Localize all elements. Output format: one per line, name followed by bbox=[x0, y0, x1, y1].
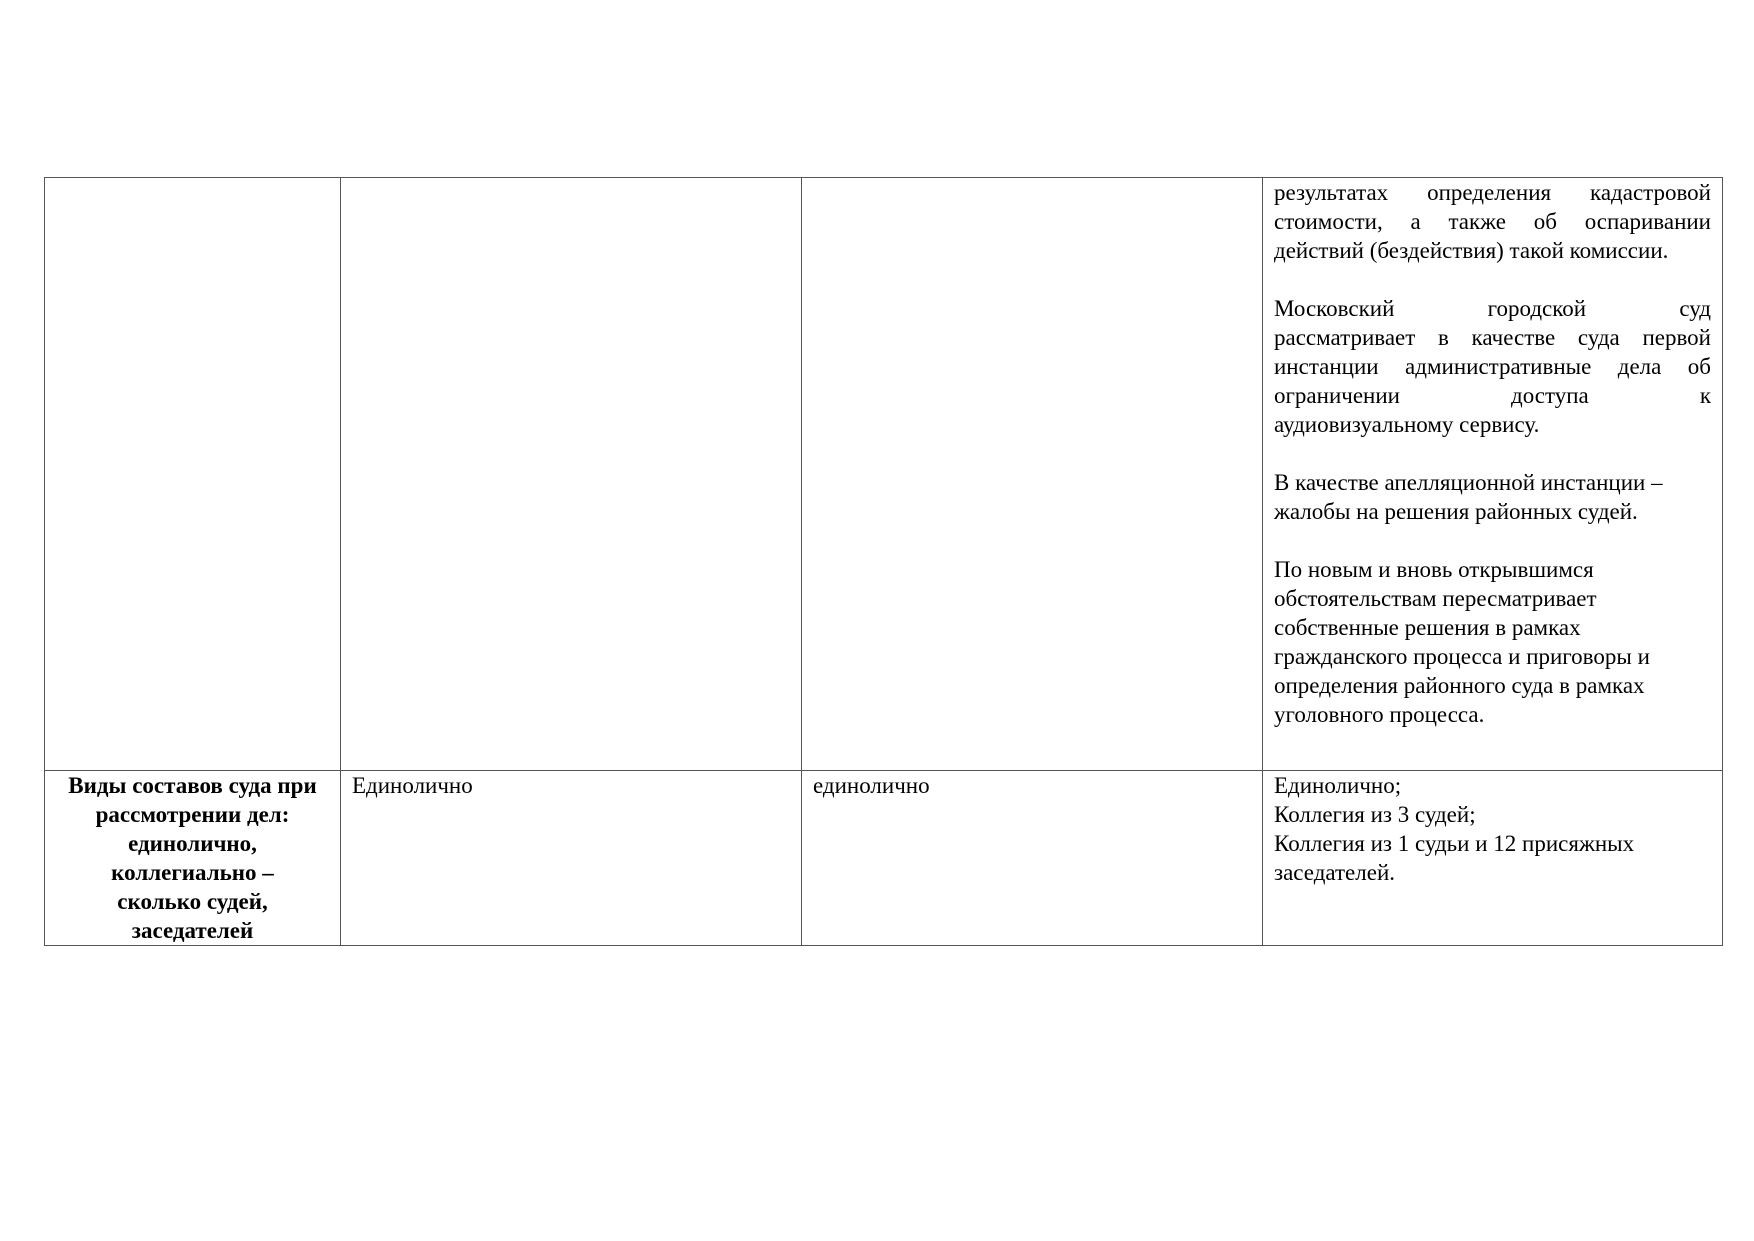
header-line: коллегиально – bbox=[111, 860, 274, 885]
header-line: заседателей bbox=[131, 918, 254, 943]
court-comparison-table bbox=[44, 177, 1723, 946]
paragraph-new-circumstances bbox=[1274, 555, 1711, 729]
text-line: стоимости, а также об оспаривании bbox=[1274, 209, 1711, 234]
text-line: По новым и вновь открывшимся bbox=[1274, 557, 1594, 582]
paragraph-moscow-city-court bbox=[1274, 294, 1711, 439]
paragraph-cadastral-value bbox=[1274, 178, 1711, 265]
text-line: ограничении доступа к bbox=[1274, 383, 1711, 408]
cell-text: Единолично bbox=[352, 773, 473, 798]
text-line: инстанции административные дела об bbox=[1274, 354, 1711, 379]
table-row-continued bbox=[45, 178, 1723, 771]
text-line: В качестве апелляционной инстанции – bbox=[1274, 470, 1663, 495]
text-line: определения районного суда в рамках bbox=[1274, 673, 1645, 698]
cell-text: единолично bbox=[813, 773, 930, 798]
cell-composition-col3 bbox=[802, 771, 1263, 946]
table-row-court-composition bbox=[45, 771, 1723, 946]
text-line: аудиовизуальному сервису. bbox=[1274, 412, 1540, 437]
text-line: действий (бездействия) такой комиссии. bbox=[1274, 238, 1669, 263]
text-line: уголовного процесса. bbox=[1274, 702, 1485, 727]
cell-row1-col4 bbox=[1263, 178, 1723, 771]
cell-text: Единолично; bbox=[1274, 773, 1402, 798]
header-line: единолично, bbox=[128, 831, 257, 856]
cell-text: Коллегия из 1 судьи и 12 присяжных bbox=[1274, 831, 1635, 856]
cell-composition-col2 bbox=[341, 771, 802, 946]
text-line: обстоятельствам пересматривает bbox=[1274, 586, 1597, 611]
text-line: гражданского процесса и приговоры и bbox=[1274, 644, 1650, 669]
header-line: рассмотрении дел: bbox=[95, 802, 290, 827]
cell-text: заседателей. bbox=[1274, 860, 1396, 885]
header-line: сколько судей, bbox=[117, 889, 268, 914]
cell-composition-col4 bbox=[1263, 771, 1723, 946]
text-line: собственные решения в рамках bbox=[1274, 615, 1581, 640]
cell-row1-col2 bbox=[341, 178, 802, 771]
text-line: жалобы на решения районных судей. bbox=[1274, 499, 1638, 524]
text-line: рассматривает в качестве суда первой bbox=[1274, 325, 1711, 350]
text-line: результатах определения кадастровой bbox=[1274, 180, 1711, 205]
header-line: Виды составов суда при bbox=[68, 773, 317, 798]
paragraph-appeal-instance bbox=[1274, 468, 1711, 526]
cell-row1-col1 bbox=[45, 178, 341, 771]
text-line: Московский городской суд bbox=[1274, 296, 1711, 321]
row-header-court-composition bbox=[45, 771, 341, 946]
cell-row1-col3 bbox=[802, 178, 1263, 771]
cell-text: Коллегия из 3 судей; bbox=[1274, 802, 1476, 827]
